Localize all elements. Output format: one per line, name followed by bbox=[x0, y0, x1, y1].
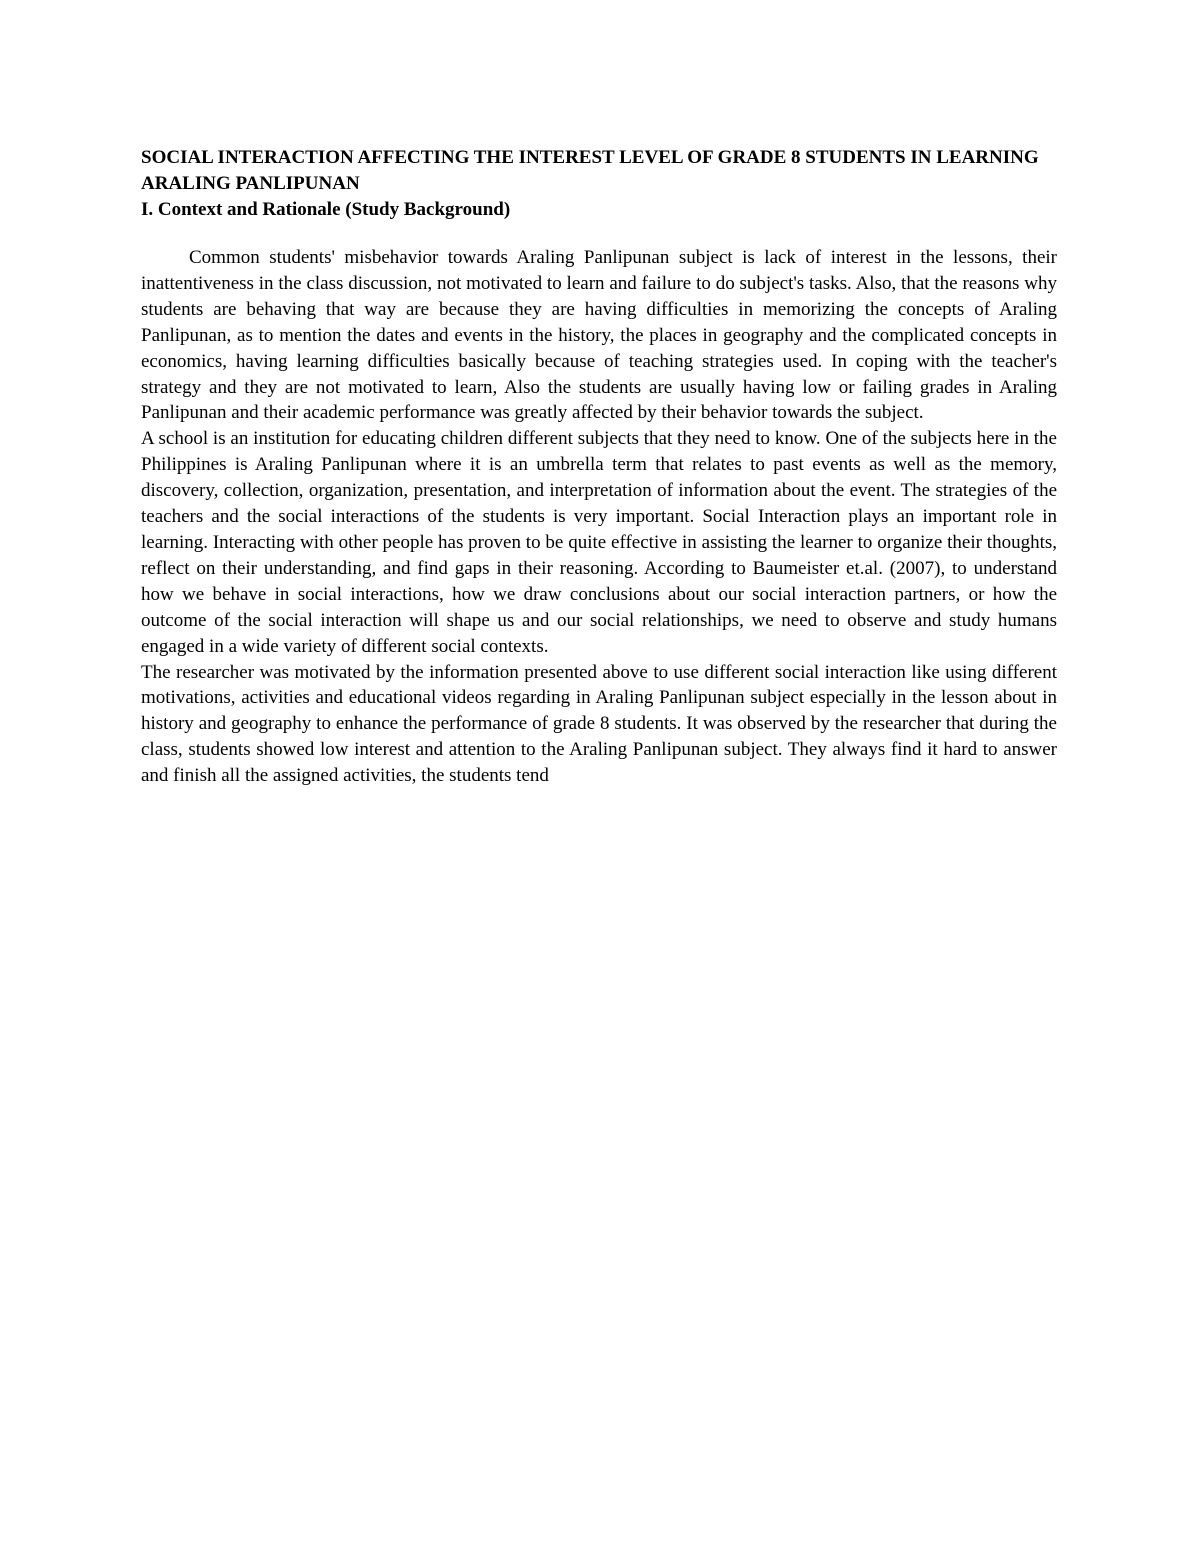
document-title: SOCIAL INTERACTION AFFECTING THE INTEREST LEVEL OF GRADE 8 STUDENTS IN LEARNING ARALING PANLIPUNAN bbox=[141, 147, 1039, 194]
paragraph-3: The researcher was motivated by the information presented above to use different social interaction like using different motivations, activities and educational videos regarding in Araling Panlipunan subject especially in the lesson about in history and geography to enhance the performance of grade 8 students. It was observed by the researcher that during the class, students showed low interest and attention to the Araling Panlipunan subject. They always find it hard to answer and finish all the assigned activities, the students tend bbox=[141, 661, 1057, 787]
paragraph-1: Common students' misbehavior towards Araling Panlipunan subject is lack of interest in the lessons, their inattentiveness in the class discussion, not motivated to learn and failure to do subject's tasks. Also, that the reasons why students are behaving that way are because they are having difficulties in memorizing the concepts of Araling Panlipunan, as to mention the dates and events in the history, the places in geography and the complicated concepts in economics, having learning difficulties basically because of teaching strategies used. In coping with the teacher's strategy and they are not motivated to learn, Also the students are usually having low or failing grades in Araling Panlipunan and their academic performance was greatly affected by their behavior towards the subject. bbox=[141, 247, 1057, 424]
paragraph-2: A school is an institution for educating children different subjects that they need to know. One of the subjects here in the Philippines is Araling Panlipunan where it is an umbrella term that relates to past events as well as the memory, discovery, collection, organization, presentation, and interpretation of information about the event. The strategies of the teachers and the social interactions of the students is very important. Social Interaction plays an important role in learning. Interacting with other people has proven to be quite effective in assisting the learner to organize their thoughts, reflect on their understanding, and find gaps in their reasoning. According to Baumeister et.al. (2007), to understand how we behave in social interactions, how we draw conclusions about our social interaction partners, or how the outcome of the social interaction will shape us and our social relationships, we need to observe and study humans engaged in a wide variety of different social contexts. bbox=[141, 428, 1057, 657]
document-content bbox=[141, 145, 1057, 789]
section-heading: I. Context and Rationale (Study Background) bbox=[141, 199, 511, 220]
